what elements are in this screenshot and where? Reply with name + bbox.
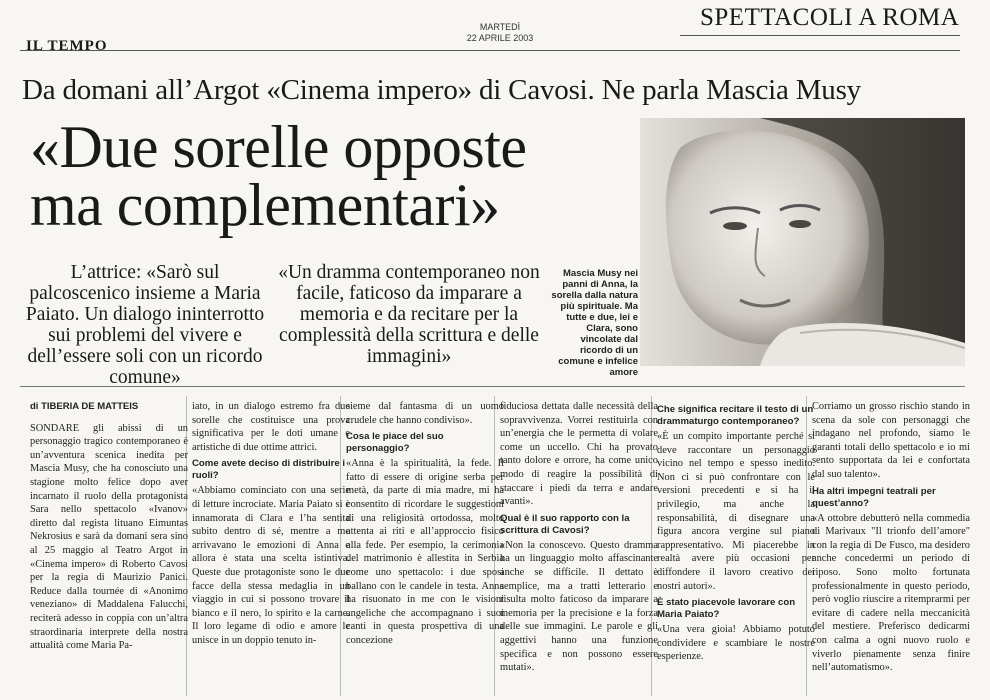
column-3 <box>346 400 504 648</box>
column-4-para-2: «Non la conoscevo. Questo dramma ha un linguaggio molto affascinante anche se difficile. Il dettato è semplice, ma a tratti letterario e risulta molto faticoso da imparare a memoria per la precisione e la forza delle sue immagini. Le parole e gli aggettivi hanno una funzione specifica e non possono essere mutati». <box>500 539 658 674</box>
headline <box>30 114 527 238</box>
column-5-para-2: «Una vera gioia! Abbiamo potuto condividere e scambiare le nostre esperienze. <box>657 624 815 663</box>
subhead-left: L’attrice: «Sarò sul palcoscenico insieme a Maria Paiato. Un dialogo ininterrotto sui problemi del vivere e dell’essere soli con un ricordo comune» <box>25 262 265 388</box>
dateline-day: MARTEDÌ <box>479 22 521 32</box>
top-rule <box>20 50 960 51</box>
section-rule <box>680 35 960 36</box>
dateline-date: 22 APRILE 2003 <box>466 33 534 43</box>
portrait-photo <box>640 118 965 366</box>
byline: di TIBERIA DE MATTEIS <box>30 401 139 412</box>
question-5: È stato piacevole lavorare con Maria Paiato? <box>657 597 796 621</box>
column-2 <box>192 400 350 648</box>
question-2: Cosa le piace del suo personaggio? <box>346 431 444 455</box>
column-5-para-1: «È un compito importante perché si deve raccontare un personaggio vicino nel tempo e spesso inedito. Non ci si può confrontare con le versioni precedenti e si ha il privilegio, ma anche la responsabilità, di disegnare una figura ancora vergine sul piano rappresentativo. Mi piacerebbe in realtà avere più occasioni per diffondere il lavoro creativo dei nostri autori». <box>657 431 815 592</box>
kicker: Da domani all’Argot «Cinema impero» di Cavosi. Ne parla Mascia Musy <box>22 74 861 106</box>
column-5 <box>657 400 815 664</box>
section-title: SPETTACOLI A ROMA <box>700 4 960 31</box>
dateline <box>440 22 560 44</box>
column-1-text: SONDARE gli abissi di un personaggio tragico contemporaneo è un’avventura scenica inedita per Mascia Musy, che ha conosciuto una stagione molto felice dopo aver incarnato il ruolo della protagonista Sara nello spettacolo «Ivanov» diretto dal regista lituano Eimuntas Nekrosius e sarà da domani sera sino al 25 maggio al Teatro Argot in «Cinema impero» di Roberto Cavosi per la regia di Maurizio Panici. Reduce dalla tournée di «Anonimo veneziano» di Maddalena Falucchi, reciterà adesso in coppia con un’altra straordinaria interprete della nostra attualità come Maria Pa- <box>30 422 188 652</box>
column-3-para-2: «Anna è la spiritualità, la fede. Il fatto di essere di origine serba per metà, da parte di mia madre, mi ha consentito di ricordare le suggestioni di una religiosità ortodossa, molto attenta ai riti e all’approccio fisico alla fede. Per esempio, la cerimonia del matrimonio è allestita in Serbia come uno spettacolo: i due sposi ballano con le candele in testa. Anna ha risuonato in me con le visioni angeliche che accompagnano i suoi canti in questa prospettiva di una concezione <box>346 458 504 646</box>
column-6-para-2: «A ottobre debutterò nella commedia di Marivaux "Il trionfo dell’amore" con la regia di De Fusco, ma desidero anche concedermi un periodo di riposo. Sono molto fortunata professionalmente in questo periodo, però voglio riuscire a ritemprarmi per evitare di cadere nella meccanicità del mestiere. Preferisco dedicarmi con calma a ogni nuovo ruolo e viverlo pienamente senza finire nell’automatismo». <box>812 512 970 674</box>
column-4 <box>500 400 658 675</box>
headline-line-1: «Due sorelle opposte <box>30 114 527 180</box>
column-2-para-1: iato, in un dialogo estremo fra due sorelle che costituisce una prova significativa per le doti umane e artistiche di due ottime attrici. <box>192 401 350 453</box>
photo-caption: Mascia Musy nei panni di Anna, la sorella dalla natura più spirituale. Ma tutte e due, lei e Clara, sono vincolate dal ricordo di un comune e infelice amore <box>551 268 638 378</box>
column-4-para-1: fiduciosa dettata dalle necessità della sopravvivenza. Vorrei restituirla con un’energia che le permetta di volare come un uccello. Chi ha provato tanto dolore e orrore, ha come unico modo di reagire la possibilità di staccare i piedi da terra e andare avanti». <box>500 401 658 508</box>
column-6-para-1: Corriamo un grosso rischio stando in scena da sole con personaggi che indagano nel profondo, siamo le garanti totali dello spettacolo e io mi sento supportata da lei e confortata dal suo talento». <box>812 401 970 480</box>
body-rule <box>20 386 965 387</box>
masthead: IL TEMPO <box>26 38 108 54</box>
question-3: Qual è il suo rapporto con la scrittura di Cavosi? <box>500 512 630 536</box>
column-2-para-2: «Abbiamo cominciato con una serie di letture incrociate. Maria Paiato si è innamorata di Clara e l’ha sentita subito dentro di sé, mentre a me arrivavano le emozioni di Anna e allora è stata una scelta istintiva. Queste due protagoniste sono le due facce della stessa medaglia in un viaggio in cui si possono trovare il bianco e il nero, lo spirito e la carne. Il loro legame di odio e amore le unisce in un doppio tenuto in- <box>192 485 350 646</box>
column-3-para-1: sieme dal fantasma di un uomo crudele che hanno condiviso». <box>346 401 504 426</box>
headline-line-2: ma complementari» <box>30 172 500 238</box>
portrait-illustration <box>640 118 965 366</box>
column-6 <box>812 400 970 675</box>
question-1: Come avete deciso di distribuire i ruoli? <box>192 458 346 482</box>
column-1 <box>30 400 188 653</box>
question-6: Ha altri impegni teatrali per quest’anno? <box>812 485 936 509</box>
question-4: Che significa recitare il testo di un drammaturgo contemporaneo? <box>657 404 814 427</box>
subhead-right: «Un dramma contemporaneo non facile, faticoso da imparare a memoria e da recitare per la complessità della scrittura e delle immagini» <box>278 262 540 367</box>
